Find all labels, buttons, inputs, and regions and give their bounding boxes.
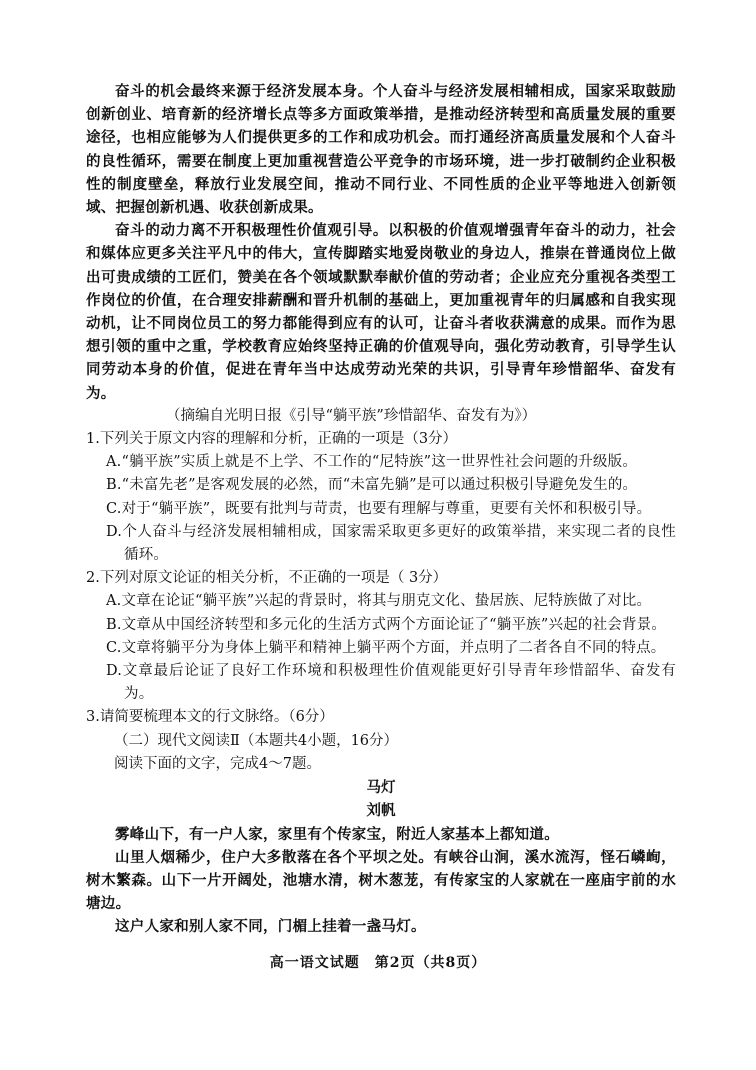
question-3-stem: 3.请简要梳理本文的行文脉络。（6分） — [86, 709, 334, 726]
page-content — [86, 80, 676, 939]
question-2-option-d: D.文章最后论证了良好工作环境和积极理性价值观能更好引导青年珍惜韶华、奋发有为。 — [106, 663, 676, 703]
question-2-option-a: A.文章在论证“躺平族”兴起的背景时，将其与朋克文化、蛰居族、尼特族做了对比。 — [106, 593, 652, 610]
story-author: 刘帆 — [366, 802, 396, 820]
question-1-option-b: B.“未富先老”是客观发展的必然，而“未富先躺”是可以通过积极引导避免发生的。 — [106, 477, 638, 494]
question-2-option-b: B.文章从中国经济转型和多元化的生活方式两个方面论证了“躺平族”兴起的社会背景。 — [106, 616, 667, 633]
story-paragraph-3: 这户人家和别人家不同，门楣上挂着一盏马灯。 — [115, 918, 426, 936]
article-source: （摘编自光明日报《引导“躺平族”珍惜韶华、奋发有为》） — [166, 407, 537, 424]
story-paragraph-1: 雾峰山下，有一户人家，家里有个传家宝，附近人家基本上都知道。 — [115, 825, 559, 843]
question-2-option-c: C.文章将躺平分为身体上躺平和精神上躺平两个方面，并点明了二者各自不同的特点。 — [106, 639, 666, 656]
page-footer: 高一语文试题 第2页（共8页） — [269, 955, 487, 971]
question-1-option-a: A.“躺平族”实质上就是不上学、不工作的“尼特族”这一世界性社会问题的升级版。 — [106, 454, 638, 471]
paragraph-motivation: 奋斗的动力离不开积极理性价值观引导。以积极的价值观增强青年奋斗的动力，社会和媒体应更多关注平凡中的伟大，宣传脚踏实地爱岗敬业的身边人，推崇在普通岗位上做出可贵成绩的工匠们，赞美在各个领域默默奉献价值的劳动者；企业应充分重视各类型工作岗位的价值，在合理安排薪酬和晋升机制的基础上，更加重视青年的归属感和自我实现动机，让不同岗位员工的努力都能得到应有的认可，让奋斗者收获满意的成果。而作为思想引领的重中之重，学校教育应始终坚持正确的价值观导向，强化劳动教育，引导学生认同劳动本身的价值，促进在青年当中达成劳动光荣的共识，引导青年珍惜韶华、奋发有为。 — [86, 222, 676, 402]
story-paragraph-2: 山里人烟稀少，住户大多散落在各个平坝之处。有峡谷山涧，溪水流泻，怪石嶙峋，树木繁森。山下一片开阔处，池塘水清，树木葱茏，有传家宝的人家就在一座庙宇前的水塘边。 — [86, 848, 676, 913]
question-2-stem: 2.下列对原文论证的相关分析，不正确的一项是（ 3分） — [86, 570, 448, 587]
story-title: 马灯 — [366, 779, 396, 797]
question-1-option-d: D.个人奋斗与经济发展相辅相成，国家需采取更多更好的政策举措，来实现二者的良性循环。 — [106, 523, 676, 564]
section-heading: （二）现代文阅读Ⅱ（本题共4小题，16分） — [114, 732, 399, 749]
paragraph-opportunity: 奋斗的机会最终来源于经济发展本身。个人奋斗与经济发展相辅相成，国家采取鼓励创新创业、培育新的经济增长点等多方面政策举措，是推动经济转型和高质量发展的重要途径，也相应能够为人们提供更多的工作和成功机会。而打通经济高质量发展和个人奋斗的良性循环，需要在制度上更加重视营造公平竞争的市场环境，进一步打破制约企业积极性的制度壁垒，释放行业发展空间，推动不同行业、不同性质的企业平等地进入创新领域、把握创新机遇、收获创新成果。 — [86, 83, 676, 217]
section-instruction: 阅读下面的文字，完成4～7题。 — [114, 755, 321, 772]
question-1-stem: 1.下列关于原文内容的理解和分析，正确的一项是（3分） — [86, 431, 458, 448]
question-1-option-c: C.对于“躺平族”，既要有批判与苛责，也要有理解与尊重，更要有关怀和积极引导。 — [106, 500, 652, 517]
